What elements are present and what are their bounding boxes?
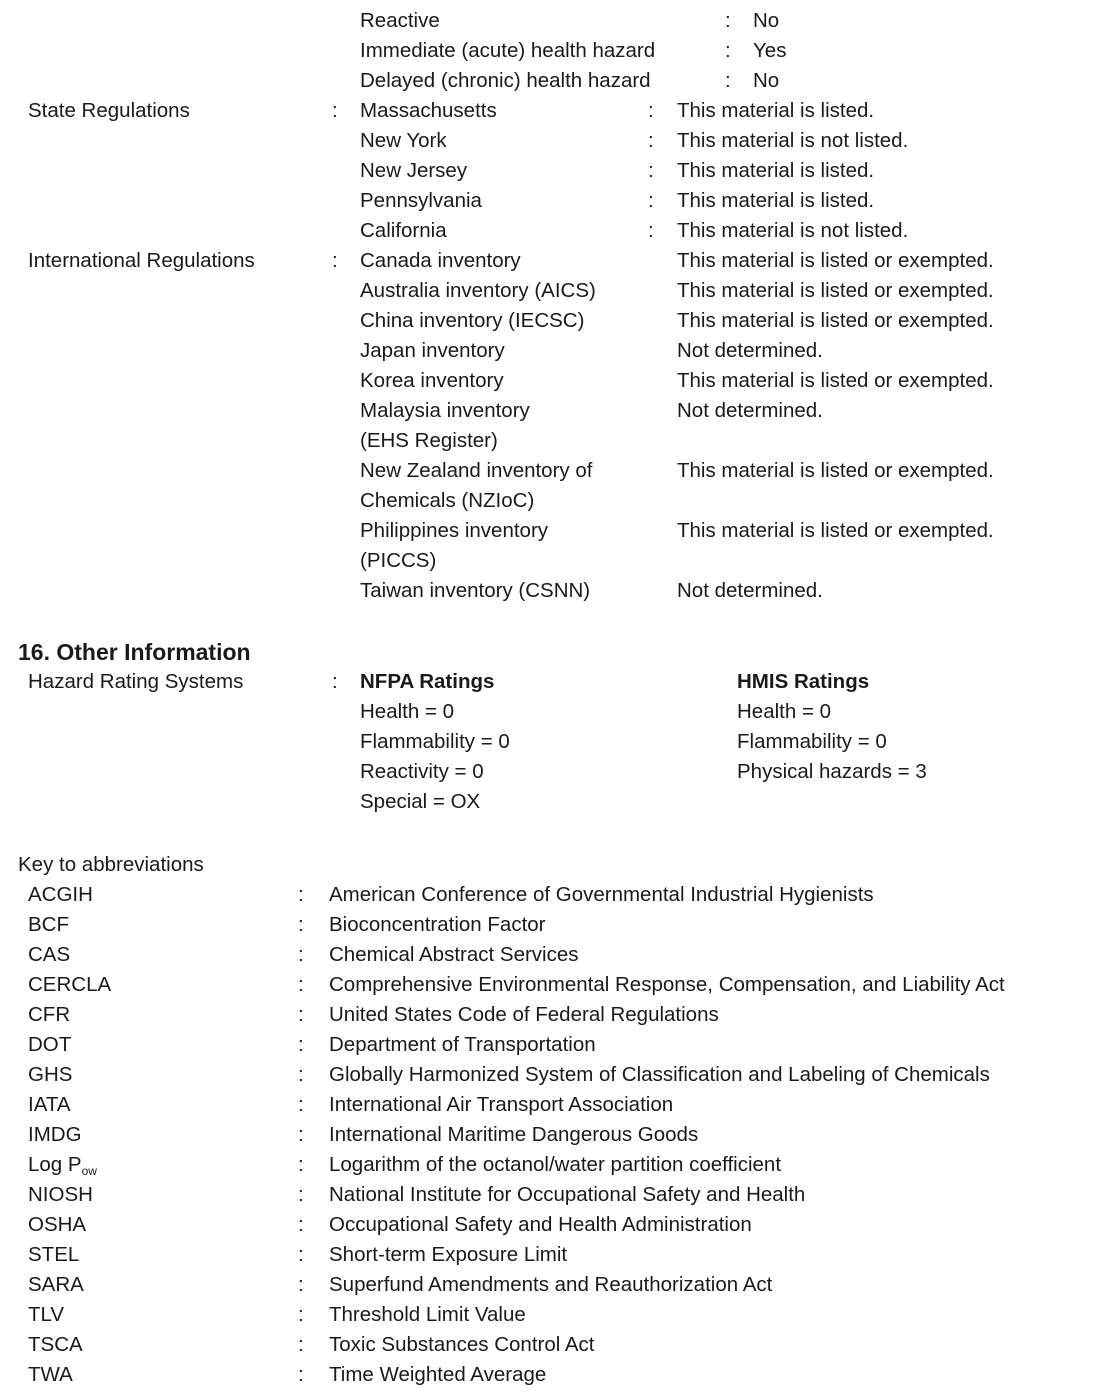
abbr-meaning: Comprehensive Environmental Response, Compensation, and Liability Act bbox=[329, 973, 1005, 996]
abbr-meaning: Department of Transportation bbox=[329, 1033, 596, 1056]
abbr: NIOSH bbox=[28, 1183, 93, 1206]
colon: : bbox=[298, 943, 304, 966]
colon: : bbox=[298, 1213, 304, 1236]
colon: : bbox=[298, 1273, 304, 1296]
abbr-meaning: National Institute for Occupational Safety and Health bbox=[329, 1183, 806, 1206]
colon: : bbox=[298, 913, 304, 936]
abbr-meaning: Logarithm of the octanol/water partition coefficient bbox=[329, 1153, 782, 1176]
abbr: GHS bbox=[28, 1063, 73, 1086]
hazard-label: Immediate (acute) health hazard bbox=[360, 39, 656, 62]
abbreviations-title: Key to abbreviations bbox=[18, 853, 204, 876]
inventory-status: This material is listed or exempted. bbox=[677, 519, 994, 542]
colon: : bbox=[332, 670, 338, 693]
state-status: This material is not listed. bbox=[677, 129, 909, 152]
hmis-line: Health = 0 bbox=[737, 700, 832, 723]
abbr-meaning: Time Weighted Average bbox=[329, 1363, 547, 1386]
section-title: 16. Other Information bbox=[18, 639, 251, 665]
hazard-label: Reactive bbox=[360, 9, 440, 32]
inventory-name-cont: (PICCS) bbox=[360, 549, 437, 572]
inventory-name: New Zealand inventory of bbox=[360, 459, 593, 482]
abbr-meaning: American Conference of Governmental Industrial Hygienists bbox=[329, 883, 874, 906]
state-status: This material is not listed. bbox=[677, 219, 909, 242]
colon: : bbox=[298, 1243, 304, 1266]
abbr: ACGIH bbox=[28, 883, 93, 906]
state-status: This material is listed. bbox=[677, 99, 875, 122]
inventory-name-cont: Chemicals (NZIoC) bbox=[360, 489, 535, 512]
hazard-value: Yes bbox=[753, 39, 787, 62]
abbr-meaning: Chemical Abstract Services bbox=[329, 943, 579, 966]
inventory-name-cont: (EHS Register) bbox=[360, 429, 498, 452]
inventory-name: Japan inventory bbox=[360, 339, 505, 362]
inventory-name: Philippines inventory bbox=[360, 519, 549, 542]
abbr-meaning: Occupational Safety and Health Administration bbox=[329, 1213, 752, 1236]
inventory-name: China inventory (IECSC) bbox=[360, 309, 585, 332]
state-status: This material is listed. bbox=[677, 159, 875, 182]
colon: : bbox=[648, 99, 654, 122]
inventory-name: Korea inventory bbox=[360, 369, 504, 392]
state-name: New York bbox=[360, 129, 447, 152]
international-regulations-label: International Regulations bbox=[28, 249, 255, 272]
colon: : bbox=[648, 189, 654, 212]
state-name: New Jersey bbox=[360, 159, 468, 182]
state-regulations-label: State Regulations bbox=[28, 99, 190, 122]
abbr-meaning: United States Code of Federal Regulations bbox=[329, 1003, 719, 1026]
abbr: CAS bbox=[28, 943, 71, 966]
colon: : bbox=[725, 9, 731, 32]
abbr-main: Log P bbox=[28, 1153, 82, 1176]
abbr: STEL bbox=[28, 1243, 80, 1266]
inventory-status: This material is listed or exempted. bbox=[677, 459, 994, 482]
abbr: CFR bbox=[28, 1003, 71, 1026]
colon: : bbox=[332, 249, 338, 272]
abbr: OSHA bbox=[28, 1213, 87, 1236]
colon: : bbox=[725, 69, 731, 92]
hazard-label: Delayed (chronic) health hazard bbox=[360, 69, 651, 92]
colon: : bbox=[298, 1303, 304, 1326]
colon: : bbox=[298, 1003, 304, 1026]
inventory-status: This material is listed or exempted. bbox=[677, 369, 994, 392]
hmis-title: HMIS Ratings bbox=[737, 670, 870, 693]
colon: : bbox=[298, 1033, 304, 1056]
inventory-status: Not determined. bbox=[677, 339, 823, 362]
abbr: TLV bbox=[28, 1303, 65, 1326]
inventory-name: Canada inventory bbox=[360, 249, 521, 272]
state-status: This material is listed. bbox=[677, 189, 875, 212]
hmis-line: Flammability = 0 bbox=[737, 730, 887, 753]
hazard-rating-label: Hazard Rating Systems bbox=[28, 670, 244, 693]
colon: : bbox=[298, 1363, 304, 1386]
inventory-status: Not determined. bbox=[677, 579, 823, 602]
nfpa-line: Flammability = 0 bbox=[360, 730, 510, 753]
abbr-meaning: Short-term Exposure Limit bbox=[329, 1243, 568, 1266]
abbr: IMDG bbox=[28, 1123, 82, 1146]
abbr-meaning: Bioconcentration Factor bbox=[329, 913, 546, 936]
abbr-meaning: International Air Transport Association bbox=[329, 1093, 674, 1116]
colon: : bbox=[298, 1093, 304, 1116]
colon: : bbox=[298, 1123, 304, 1146]
abbr: BCF bbox=[28, 913, 69, 936]
abbr-meaning: Superfund Amendments and Reauthorization Act bbox=[329, 1273, 773, 1296]
colon: : bbox=[648, 159, 654, 182]
state-name: Massachusetts bbox=[360, 99, 497, 122]
nfpa-line: Health = 0 bbox=[360, 700, 455, 723]
nfpa-line: Reactivity = 0 bbox=[360, 760, 484, 783]
abbr-meaning: International Maritime Dangerous Goods bbox=[329, 1123, 699, 1146]
inventory-status: Not determined. bbox=[677, 399, 823, 422]
colon: : bbox=[725, 39, 731, 62]
colon: : bbox=[298, 1153, 304, 1176]
abbr-meaning: Toxic Substances Control Act bbox=[329, 1333, 595, 1356]
abbr-meaning: Threshold Limit Value bbox=[329, 1303, 526, 1326]
inventory-status: This material is listed or exempted. bbox=[677, 279, 994, 302]
abbr: DOT bbox=[28, 1033, 72, 1056]
colon: : bbox=[298, 1183, 304, 1206]
state-name: California bbox=[360, 219, 447, 242]
inventory-name: Australia inventory (AICS) bbox=[360, 279, 596, 302]
abbr: IATA bbox=[28, 1093, 71, 1116]
colon: : bbox=[648, 219, 654, 242]
nfpa-line: Special = OX bbox=[360, 790, 481, 813]
abbr-meaning: Globally Harmonized System of Classification and Labeling of Chemicals bbox=[329, 1063, 990, 1086]
colon: : bbox=[332, 99, 338, 122]
inventory-name: Malaysia inventory bbox=[360, 399, 530, 422]
inventory-name: Taiwan inventory (CSNN) bbox=[360, 579, 591, 602]
inventory-status: This material is listed or exempted. bbox=[677, 309, 994, 332]
abbr-subscript: ow bbox=[81, 1164, 97, 1178]
abbr: SARA bbox=[28, 1273, 84, 1296]
abbr: TSCA bbox=[28, 1333, 83, 1356]
state-name: Pennsylvania bbox=[360, 189, 482, 212]
abbr: TWA bbox=[28, 1363, 73, 1386]
inventory-status: This material is listed or exempted. bbox=[677, 249, 994, 272]
colon: : bbox=[298, 883, 304, 906]
colon: : bbox=[298, 1063, 304, 1086]
nfpa-title: NFPA Ratings bbox=[360, 670, 495, 693]
colon: : bbox=[298, 1333, 304, 1356]
colon: : bbox=[298, 973, 304, 996]
hazard-value: No bbox=[753, 9, 780, 32]
abbr: CERCLA bbox=[28, 973, 112, 996]
hmis-line: Physical hazards = 3 bbox=[737, 760, 927, 783]
colon: : bbox=[648, 129, 654, 152]
hazard-value: No bbox=[753, 69, 780, 92]
